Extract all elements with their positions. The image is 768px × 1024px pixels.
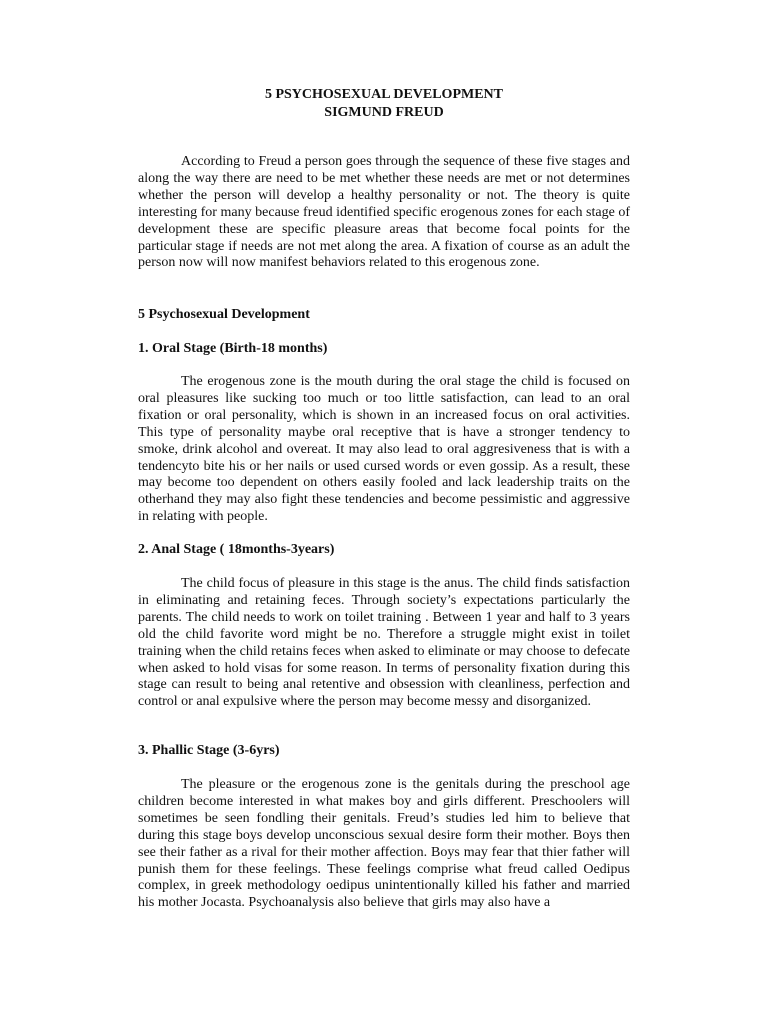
oral-section [138, 374, 630, 526]
section-heading-anal: 2. Anal Stage ( 18months-3years) [138, 542, 335, 557]
document-title: 5 PSYCHOSEXUAL DEVELOPMENT [264, 87, 504, 102]
document-subtitle: SIGMUND FREUD [324, 105, 444, 120]
phallic-section [138, 777, 630, 912]
section-heading-phallic: 3. Phallic Stage (3-6yrs) [138, 743, 280, 758]
anal-section [138, 576, 630, 711]
intro-section [138, 154, 630, 272]
section-heading-oral: 1. Oral Stage (Birth-18 months) [138, 341, 328, 356]
oral-paragraph: The erogenous zone is the mouth during the oral stage the child is focused on oral pleasures like sucking too much or too little satisfaction, can lead to an oral fixation or oral personality, which is shown in an increased focus on oral activities. This type of personality maybe oral receptive that is have a stronger tendency to smoke, drink alcohol and overeat. It may also lead to oral aggresiveness that is with a tendencyto bite his or her nails or used cursed words or even gossip. As a result, these may become too dependent on others easily fooled and lack leadership traits on the otherhand they may also fight these tendencies and become pessimistic and aggressive in relating with people. [138, 374, 630, 525]
anal-paragraph: The child focus of pleasure in this stage is the anus. The child finds satisfaction in eliminating and retaining feces. Through society’s expectations particularly the parents. The child needs to work on toilet training . Between 1 year and half to 3 years old the child favorite word might be no. Therefore a struggle might exist in toilet training when the child retains feces when asked to eliminate or may choose to defecate when asked to hold visas for some reason. In terms of personality fixation during this stage can result to being anal retentive and obsession with cleanliness, perfection and control or anal expulsive where the person may become messy and disorganized. [138, 576, 630, 710]
phallic-paragraph: The pleasure or the erogenous zone is the genitals during the preschool age children become interested in what makes boy and girls different. Preschoolers will sometimes be seen fondling their genitals. Freud’s studies led him to believe that during this stage boys develop unconscious sexual desire form their mother. Boys then see their father as a rival for their mother affection. Boys may fear that thier father will punish them for these feelings. These feelings comprise what freud called Oedipus complex, in greek methodology oedipus unintentionally killed his father and married his mother Jocasta. Psychoanalysis also believe that girls may also have a [138, 777, 630, 911]
section-heading-main: 5 Psychosexual Development [138, 307, 310, 322]
intro-paragraph: According to Freud a person goes through the sequence of these five stages and along the way there are need to be met whether these needs are met or not determines whether the person will develop a healthy personality or not. The theory is quite interesting for many because freud identified specific erogenous zones for each stage of development these are specific pleasure areas that become focal points for the particular stage if needs are not met along the area. A fixation of course as an adult the person now will now manifest behaviors related to this erogenous zone. [138, 154, 630, 271]
